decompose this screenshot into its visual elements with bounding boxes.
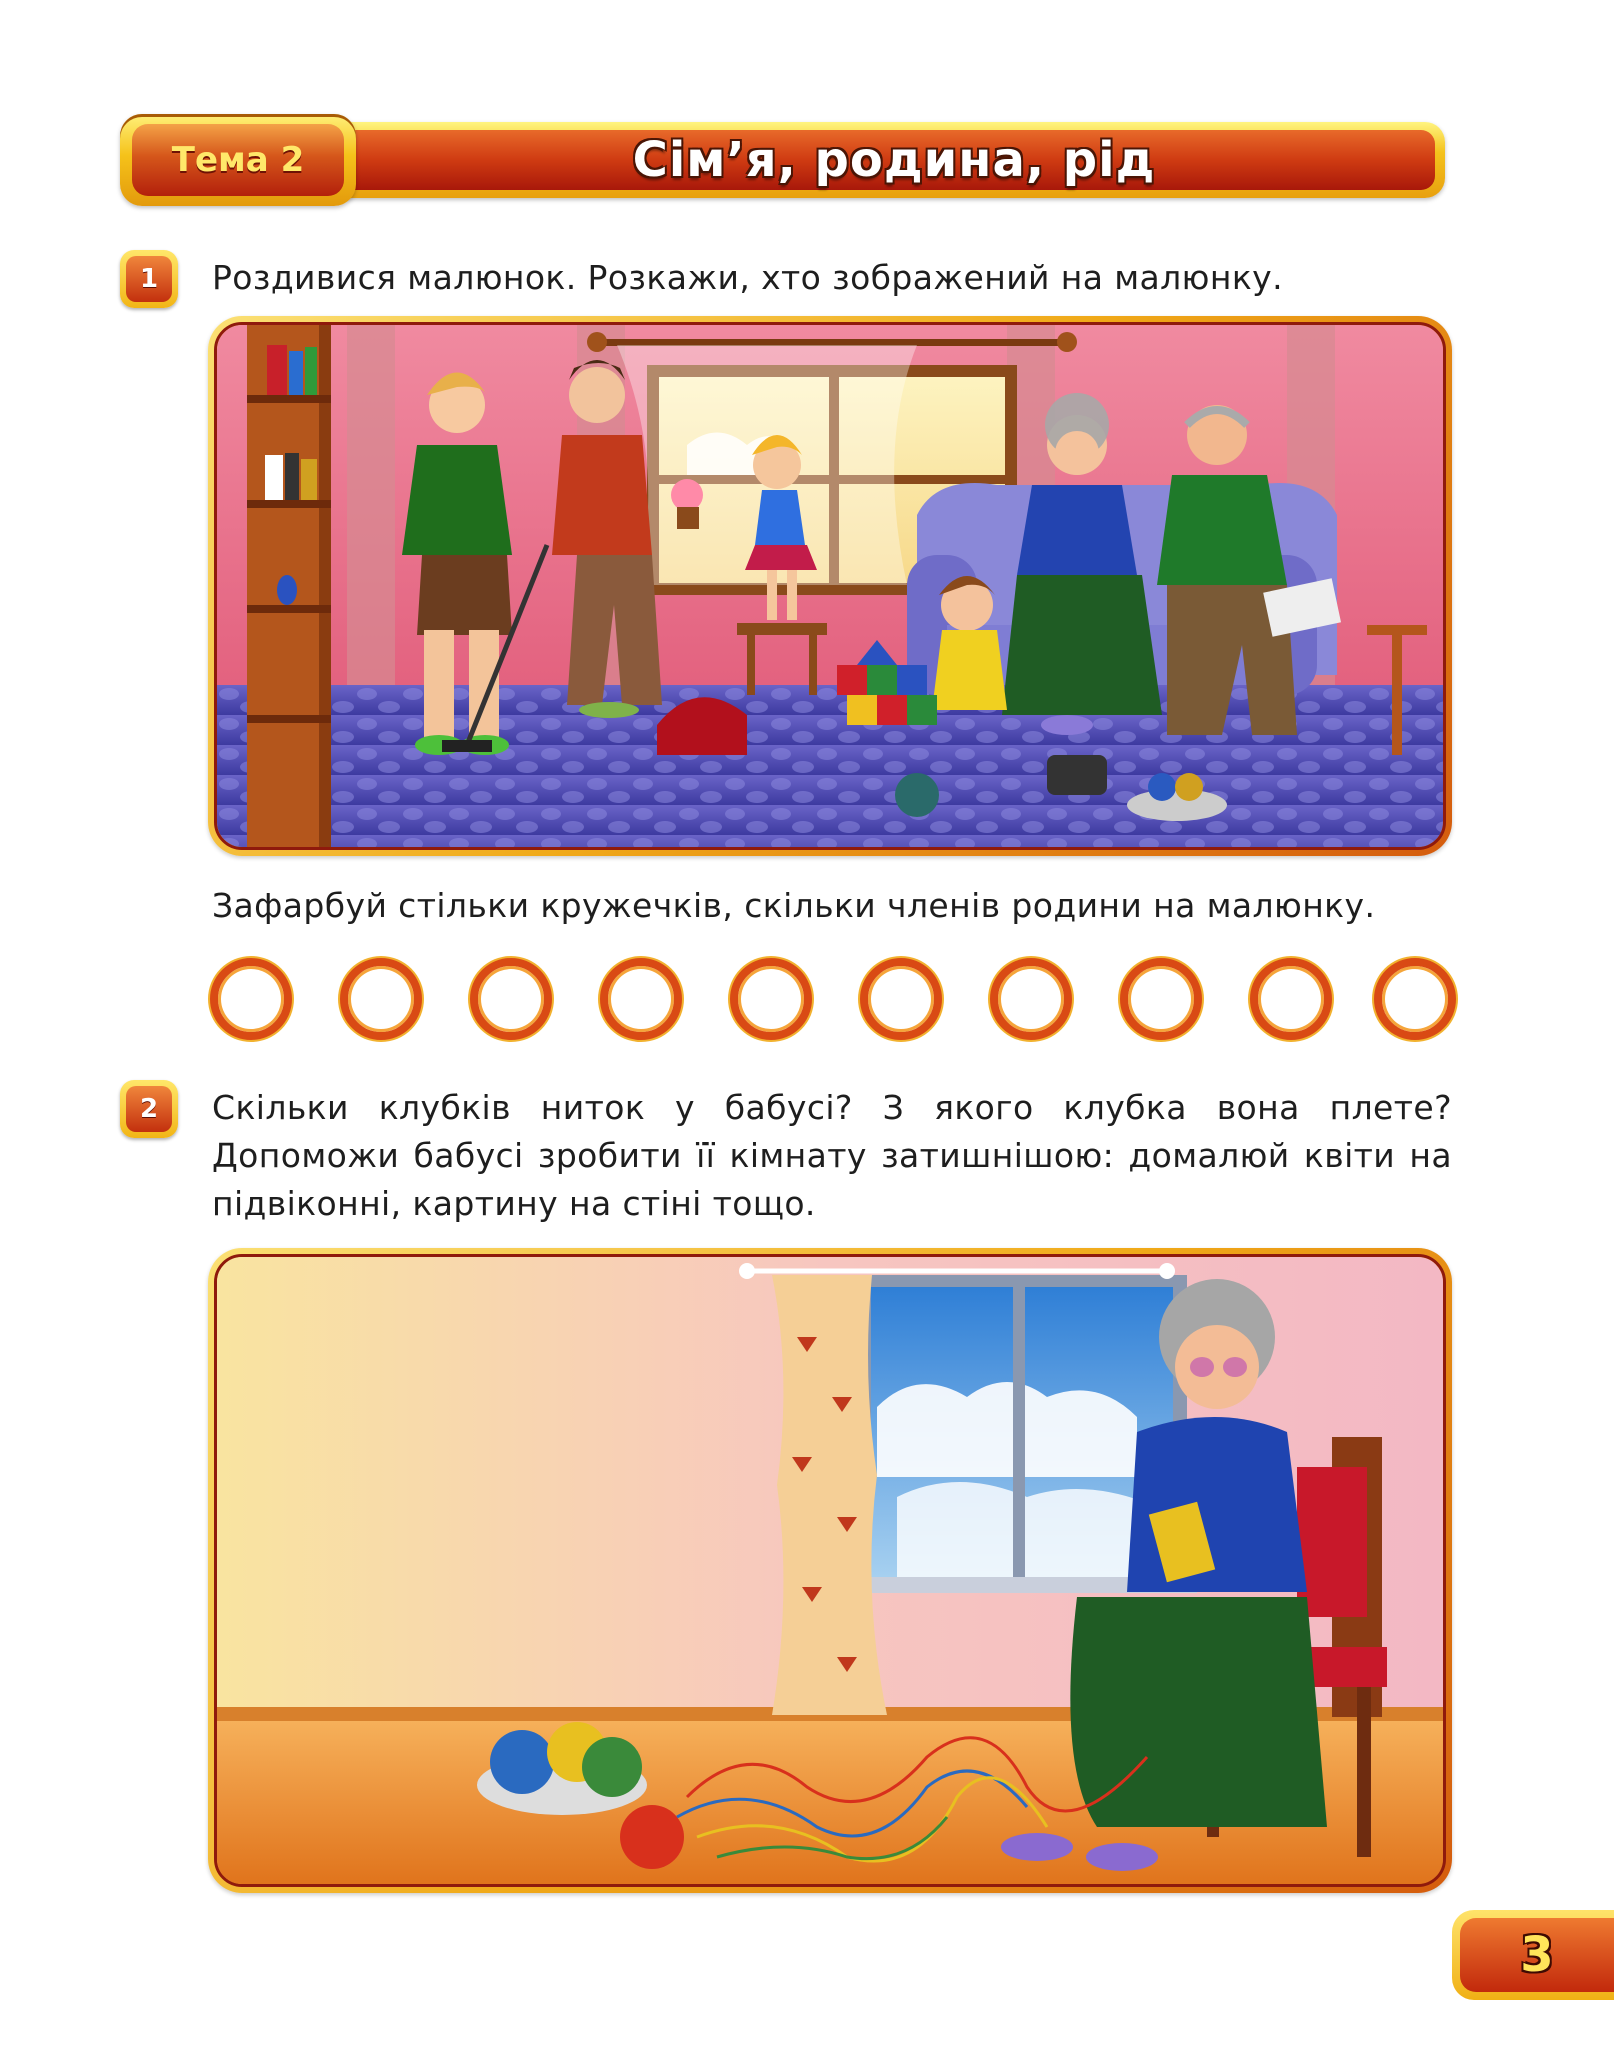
task-1-sub-instruction: Зафарбуй стільки кружечків, скільки членів родини на малюнку.	[212, 886, 1376, 925]
coloring-circle[interactable]	[730, 958, 812, 1040]
theme-tab	[120, 114, 356, 206]
title-bar	[345, 122, 1445, 198]
coloring-circle[interactable]	[340, 958, 422, 1040]
task-1-number: 1	[126, 256, 172, 302]
family-room-scene	[214, 322, 1446, 850]
task-1-instruction: Роздивися малюнок. Розкажи, хто зображений на малюнку.	[212, 258, 1283, 297]
coloring-circle[interactable]	[210, 958, 292, 1040]
coloring-circles	[210, 958, 1456, 1040]
coloring-circle[interactable]	[990, 958, 1072, 1040]
grandmother-scene	[214, 1254, 1446, 1887]
coloring-circle[interactable]	[1250, 958, 1332, 1040]
title-bar-inner	[353, 130, 1435, 190]
page-number: 3	[1460, 1918, 1614, 1992]
task-2-instruction: Скільки клубків ниток у бабусі? З якого клубка вона плете? Допоможи бабусі зробити її кімнату затишнішою: домалюй квіти на підвіконні, картину на стіні тощо.	[212, 1088, 1452, 1223]
family-room-illustration	[208, 316, 1452, 856]
task-2-badge	[120, 1080, 178, 1138]
theme-label: Тема 2	[132, 124, 344, 196]
coloring-circle[interactable]	[470, 958, 552, 1040]
grandmother-illustration	[208, 1248, 1452, 1893]
coloring-circle[interactable]	[860, 958, 942, 1040]
coloring-circle[interactable]	[1374, 958, 1456, 1040]
coloring-circle[interactable]	[1120, 958, 1202, 1040]
coloring-circle[interactable]	[600, 958, 682, 1040]
task-1-badge	[120, 250, 178, 308]
task-2-number: 2	[126, 1086, 172, 1132]
page-number-tab	[1452, 1910, 1614, 2000]
page-title: Сім’я, родина, рід	[632, 132, 1156, 188]
